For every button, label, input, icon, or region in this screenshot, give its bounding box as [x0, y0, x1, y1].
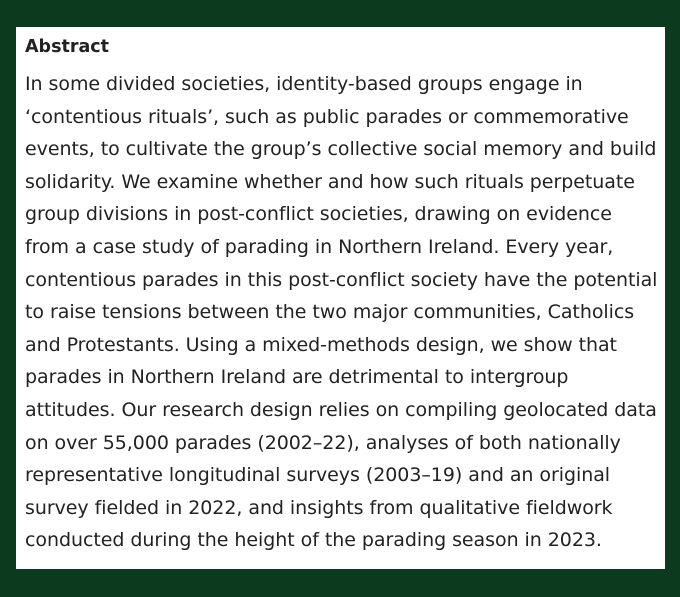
abstract-line: group divisions in post-conflict societies, drawing on evidence	[25, 203, 612, 226]
abstract-line: In some divided societies, identity-based groups engage in	[25, 73, 583, 95]
abstract-heading: Abstract	[25, 37, 110, 57]
abstract-line: from a case study of parading in Northern Ireland. Every year,	[25, 235, 614, 258]
abstract-card	[16, 27, 665, 569]
abstract-line: conducted during the height of the parading season in 2023.	[25, 529, 602, 552]
abstract-line: parades in Northern Ireland are detrimental to intergroup	[25, 366, 569, 389]
abstract-line: attitudes. Our research design relies on compiling geolocated data	[25, 398, 657, 421]
abstract-line: contentious parades in this post-conflict society have the potential	[25, 268, 658, 291]
abstract-line: survey fielded in 2022, and insights from qualitative fieldwork	[25, 496, 613, 519]
abstract-line: to raise tensions between the two major communities, Catholics	[25, 301, 635, 324]
abstract-line: on over 55,000 parades (2002–22), analyses of both nationally	[25, 431, 621, 454]
abstract-line: events, to cultivate the group’s collective social memory and build	[25, 138, 657, 161]
abstract-body	[25, 68, 659, 557]
abstract-line: solidarity. We examine whether and how such rituals perpetuate	[25, 170, 635, 193]
abstract-line: representative longitudinal surveys (2003–19) and an original	[25, 464, 611, 487]
abstract-line: and Protestants. Using a mixed-methods design, we show that	[25, 333, 617, 356]
abstract-line: ‘contentious rituals’, such as public parades or commemorative	[25, 105, 629, 128]
